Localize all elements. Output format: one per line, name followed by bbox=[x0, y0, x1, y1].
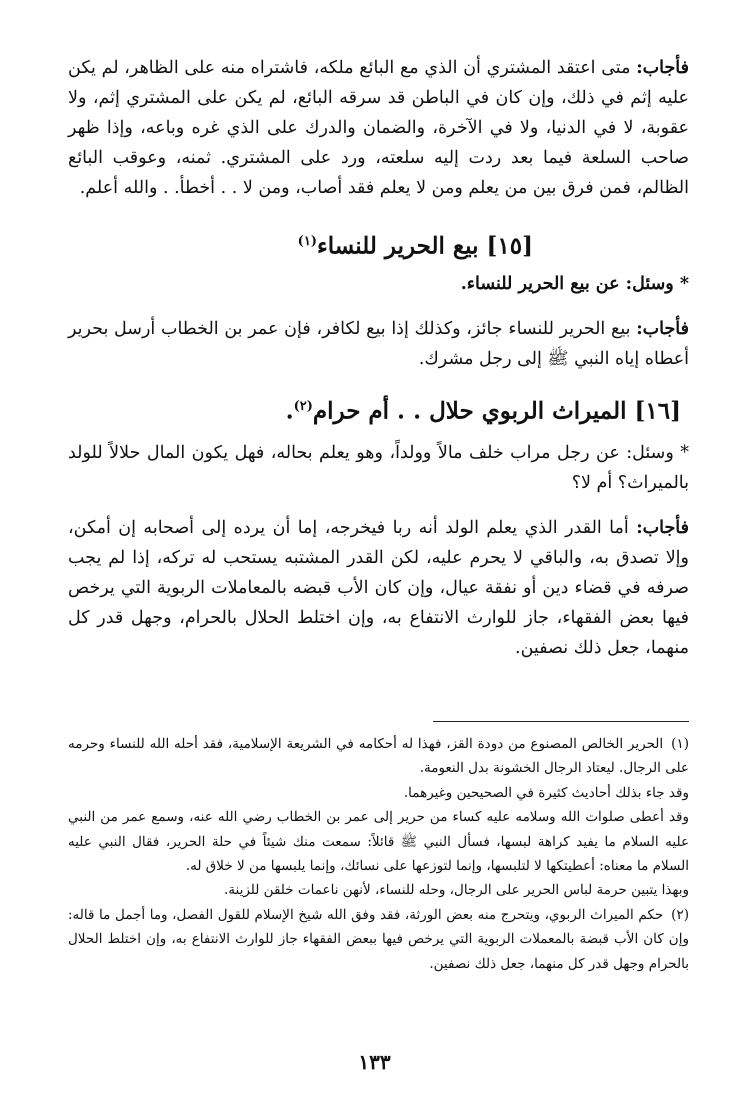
section-16-answer bbox=[68, 513, 689, 663]
heading-end: . bbox=[285, 397, 294, 425]
section-16-title: [١٦] الميراث الربوي حلال . . أم حرام bbox=[312, 397, 681, 425]
answer-lead: فأجاب: bbox=[636, 518, 689, 538]
footnote-number: (٢) bbox=[671, 906, 689, 923]
footnote-line: وبهذا يتبين حرمة لباس الحرير على الرجال، وحله للنساء، لأنهن ناعمات خلقن للزينة. bbox=[224, 882, 689, 899]
answer-lead: فأجاب: bbox=[636, 319, 689, 339]
footnote-line: وقد جاء بذلك أحاديث كثيرة في الصحيحين وغيرهما. bbox=[403, 784, 689, 801]
answer-text: متى اعتقد المشتري أن الذي مع البائع ملكه، فاشتراه منه على الظاهر، لم يكن عليه إثم في ذلك، وإن كان في الباطن قد سرقه البائع، لم يكن على المشتري إثم، ولا عقوبة، لا في الدنيا، ولا في الآخرة، والضمان والدرك على الذي غره وباعه، وإذا ظهر صاحب السلعة فيما بعد ردت إليه سلعته، ورد على المشتري. ثمنه، وعوقب البائع الظالم، فمن فرق بين من يعلم ومن لا يعلم فقد أصاب، ومن لا . . أخطأ. . والله أعلم. bbox=[68, 58, 689, 198]
section-15-title: [١٥] بيع الحرير للنساء bbox=[316, 232, 533, 260]
footnote-text: حكم الميراث الربوي، ويتحرج منه بعض الورثة، فقد وفق الله شيخ الإسلام للقول الفصل، وما أجمل ما قاله: وإن كان الأب قبضة بالمعملات الربوية التي يرخص فيها ببعض الفقهاء جاز للوارث الانتفاع به، وإن اختلط الحلال بالحرام وجهل قدر كل منهما، جعل ذلك نصفين. bbox=[68, 906, 689, 972]
footnote-2 bbox=[68, 903, 689, 976]
footnote-number: (١) bbox=[671, 736, 689, 752]
section-15-answer bbox=[68, 314, 689, 374]
section-16-heading bbox=[286, 389, 681, 430]
section-16-question: * وسئل: عن رجل مراب خلف مالاً وولداً، وهو يعلم بحاله، فهل يكون المال حلالاً للولد بالميراث؟ أم لا؟ bbox=[68, 443, 689, 493]
answer-text: أما القدر الذي يعلم الولد أنه ربا فيخرجه، إما أن يرده إلى أصحابه إن أمكن، وإلا تصدق به، والباقي لا يحرم عليه، لكن القدر المشتبه يستحب له تركه، إذا لم يجب صرفه في قضاء دين أو نفقة عيال، وإن كان الأب قبضه بالمعاملات الربوية التي يرخص فيها بعض الفقهاء، جاز للوارث الانتفاع به، وإن اختلط الحلال بالحرام، وجهل قدر كل منهما، جعل ذلك نصفين. bbox=[68, 518, 689, 658]
footnotes bbox=[68, 732, 689, 976]
footnote-1 bbox=[68, 732, 689, 903]
answer-lead: فأجاب: bbox=[636, 58, 689, 78]
footnote-line: الحرير الخالص المصنوع من دودة القز، فهذا له أحكامه في الشريعة الإسلامية، فقد أحله الله للنساء وحرمه على الرجال. ليعتاد الرجال الخشونة بدل النعومة. bbox=[68, 736, 689, 777]
section-15-question: * وسئل: عن بيع الحرير للنساء. bbox=[460, 274, 689, 294]
section-15-heading bbox=[298, 224, 533, 265]
footnote-ref-1: (١) bbox=[297, 234, 317, 249]
footnote-separator bbox=[433, 721, 689, 722]
answer-text: بيع الحرير للنساء جائز، وكذلك إذا بيع لكافر، فإن عمر بن الخطاب أرسل بحرير أعطاه إياه النبي ﷺ إلى رجل مشرك. bbox=[68, 319, 689, 369]
footnote-ref-2: (٢) bbox=[293, 399, 313, 414]
footnote-line: وقد أعطى صلوات الله وسلامه عليه كساء من حرير إلى عمر بن الخطاب رضي الله عنه، وسمع عمر من النبي عليه السلام ما يفيد كراهة لبسها، فسأل النبي ﷺ قائلاً: سمعت منك شيئاً في حلة الحرير، فقال النبي عليه السلام ما معناه: أعطيتكها لا لتلبسها، وإنما لتوزعها على نسائك، وإنما يلبسها من لا خلاق له. bbox=[68, 809, 690, 875]
answer-paragraph-1 bbox=[68, 53, 689, 203]
page-number: ١٣٣ bbox=[358, 1050, 391, 1074]
